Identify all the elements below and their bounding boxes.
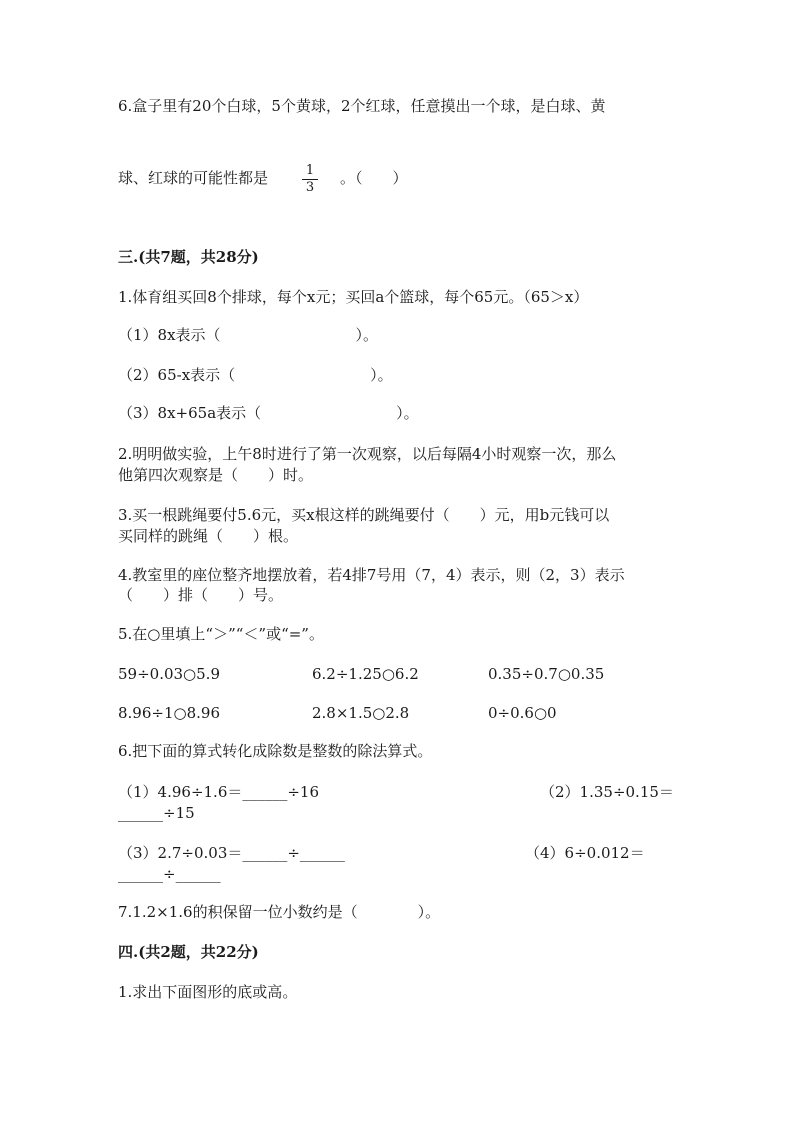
s3-q5-r1-c1: 59÷0.03○5.9: [118, 665, 220, 683]
s3-q6-stem: 6.把下面的算式转化成除数是整数的除法算式。: [118, 742, 433, 760]
s3-q7: 7.1.2×1.6的积保留一位小数约是（ ）。: [118, 903, 441, 921]
s3-q3-line1: 3.买一根跳绳要付5.6元，买x根这样的跳绳要付（ ）元，用b元钱可以: [118, 506, 610, 524]
s3-q5-r2-c1: 8.96÷1○8.96: [118, 704, 220, 722]
s3-q5-r2-c3: 0÷0.6○0: [488, 704, 557, 722]
s3-q1-item-1: （1）8x表示（ ）。: [118, 326, 379, 344]
fraction-one-third: [300, 164, 320, 195]
section4-heading: 四.(共2题，共22分): [118, 943, 259, 961]
s3-q2-line1: 2.明明做实验，上午8时进行了第一次观察，以后每隔4小时观察一次，那么: [118, 445, 617, 463]
fraction-denominator: 3: [305, 180, 315, 195]
s3-q6-part2-b: ______÷15: [118, 804, 195, 822]
s3-q6-part1: （1）4.96÷1.6＝______÷16: [118, 783, 320, 801]
s3-q5-r1-c2: 6.2÷1.25○6.2: [312, 665, 419, 683]
s3-q5-r1-c3: 0.35÷0.7○0.35: [488, 665, 605, 683]
s3-q1-item-2: （2）65-x表示（ ）。: [118, 366, 393, 384]
s3-q5-r2-c2: 2.8×1.5○2.8: [312, 704, 410, 722]
s3-q1-item-3: （3）8x+65a表示（ ）。: [118, 404, 419, 422]
s4-q1: 1.求出下面图形的底或高。: [118, 983, 298, 1001]
section3-heading: 三.(共7题，共28分): [118, 248, 259, 266]
s3-q1-stem: 1.体育组买回8个排球，每个x元；买回a个篮球，每个65元。（65＞x）: [118, 288, 589, 306]
fraction-numerator: 1: [305, 163, 315, 178]
s3-q6-part4-b: ______÷______: [118, 865, 221, 883]
q6-line2-suffix: 。（ ）: [340, 169, 408, 187]
s3-q6-part4-a: （4）6÷0.012＝: [525, 844, 645, 862]
s3-q6-part3: （3）2.7÷0.03＝______÷______: [118, 844, 345, 862]
s3-q2-line2: 他第四次观察是（ ）时。: [118, 466, 314, 484]
q6-line2-prefix: 球、红球的可能性都是: [118, 169, 269, 187]
q6-line1: 6.盒子里有20个白球，5个黄球，2个红球，任意摸出一个球，是白球、黄: [118, 97, 606, 115]
s3-q6-part2-a: （2）1.35÷0.15＝: [540, 783, 674, 801]
s3-q3-line2: 买同样的跳绳（ ）根。: [118, 527, 299, 545]
s3-q4-line2: （ ）排（ ）号。: [118, 586, 284, 604]
s3-q4-line1: 4.教室里的座位整齐地摆放着，若4排7号用（7，4）表示，则（2，3）表示: [118, 566, 625, 584]
s3-q5-stem: 5.在○里填上“＞”“＜”或“=”。: [118, 625, 324, 643]
